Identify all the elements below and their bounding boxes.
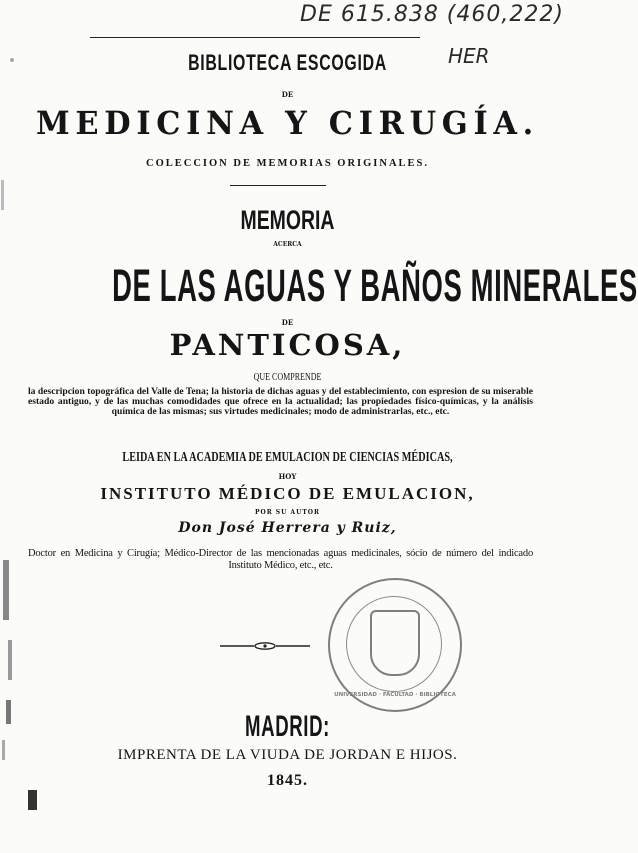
page-edge-wear — [0, 0, 40, 853]
author-name: Don José Herrera y Ruiz, — [178, 520, 397, 536]
stamp-text: UNIVERSIDAD · FACULTAD · BIBLIOTECA — [334, 692, 456, 698]
read-at: LEIDA EN LA ACADEMIA DE EMULACION DE CIENCIAS MÉDICAS, — [122, 450, 453, 465]
handwritten-mark: HER — [448, 44, 490, 68]
ornament-divider — [220, 640, 310, 652]
author-titles: Doctor en Medicina y Cirugía; Médico-Director de las mencionadas aguas medicinales, sócio de número del indicado Instituto Médico, etc., etc. — [28, 548, 533, 571]
work-subject: DE LAS AGUAS Y BAÑOS MINERALES — [112, 260, 638, 311]
top-rule — [90, 37, 420, 38]
stamp-crest-icon — [370, 610, 420, 676]
work-heading: MEMORIA — [240, 205, 335, 235]
series-subject: MEDICINA Y CIRUGÍA. — [36, 104, 539, 142]
series-de: DE — [281, 90, 294, 99]
short-rule — [230, 185, 326, 186]
work-de: DE — [281, 318, 294, 327]
work-place: PANTICOSA, — [169, 328, 406, 362]
imprint-city: MADRID: — [245, 710, 330, 743]
handwritten-shelfmark: DE 615.838 (460,222) — [300, 2, 564, 27]
series-collection: COLECCION DE MEMORIAS ORIGINALES. — [145, 158, 430, 169]
que-comprende: QUE COMPRENDE — [253, 372, 322, 383]
institute: INSTITUTO MÉDICO DE EMULACION, — [100, 484, 475, 503]
by-author: POR SU AUTOR — [254, 509, 321, 516]
description-paragraph: la descripcion topográfica del Valle de Tena; la historia de dichas aguas y del establecimiento, con espresion de su miserable estado antiguo, y de las muchas comodidades que ofrece en la actualidad; las propiedades físico-químicas, y la análisis química de las mismas; sus virtudes medicinales; modo de administrarlas, etc., etc. — [28, 386, 533, 418]
work-acerca: ACERCA — [273, 241, 302, 248]
hoy: HOY — [278, 472, 297, 481]
library-stamp — [328, 578, 462, 712]
series-title: BIBLIOTECA ESCOGIDA — [188, 50, 387, 75]
imprint-printer: IMPRENTA DE LA VIUDA DE JORDAN E HIJOS. — [117, 747, 458, 763]
imprint-year: 1845. — [267, 772, 308, 789]
